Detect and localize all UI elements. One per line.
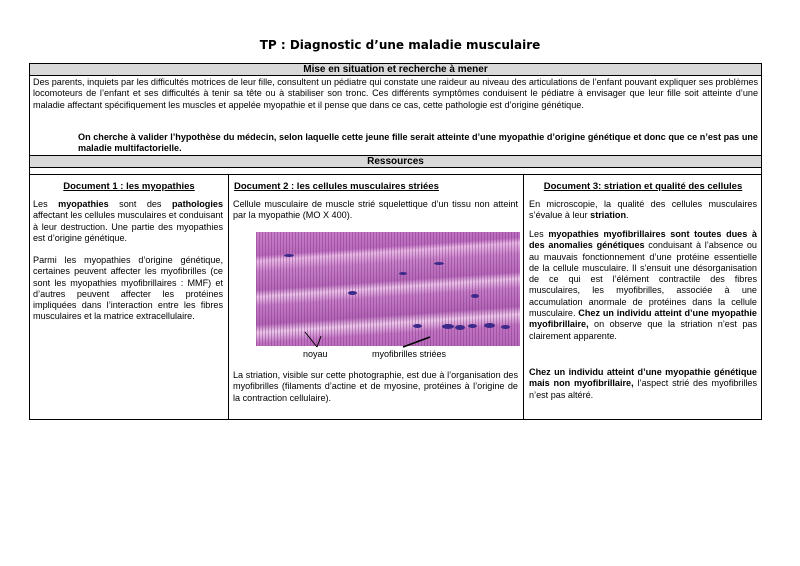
doc1-paragraph-2: Parmi les myopathies d’origine génétique, certaines peuvent affecter les myofibrilles (ce sont les myopathies myofibrillaires : MMF) et d’autres peuvent affecter les protéines impliquées dans l’interaction entre les fibres musculaires et la matrice extracellulaire. [33,255,223,322]
doc2-paragraph-2: La striation, visible sur cette photographie, est due à l’organisation des myofibrilles (filaments d’actine et de myosine, protéines à l’origine de la contraction cellulaire). [233,370,518,403]
label-myofibrilles: myofibrilles striées [372,349,447,359]
section-header-ressources: Ressources [29,155,762,168]
situation-intro: Des parents, inquiets par les difficultés motrices de leur fille, consultent un pédiatre qui constate une raideur au niveau des articulations de l’enfant pouvant expliquer ses problèmes locomoteurs de l’enfant et ses difficultés à tenir sa tête ou à stabiliser son tronc. Ces différents symptômes conduisent le pédiatre à envisager que leur fille soit atteinte d’une maladie affectant spécifiquement les muscles et appelée myopathie et il pense que dans ce cas, cette pathologie est d’origine génétique. [33,77,758,110]
page-title: TP : Diagnostic d’une maladie musculaire [259,38,541,52]
label-noyau: noyau [303,349,328,359]
research-question: On cherche à valider l’hypothèse du médecin, selon laquelle cette jeune fille serait atteinte d’une myopathie d’origine génétique et donc que ce n’est pas une maladie multifactorielle. [78,132,758,154]
doc3-title: Document 3: striation et qualité des cellules [543,181,743,192]
section-header-situation: Mise en situation et recherche à mener [29,63,762,76]
doc2-title: Document 2 : les cellules musculaires striées [234,181,439,192]
doc3-paragraph-1: En microscopie, la qualité des cellules musculaires s’évalue à leur striation. [529,199,757,221]
doc3-paragraph-2: Les myopathies myofibrillaires sont toutes dues à des anomalies génétiques conduisant à l’absence ou au mauvais fonctionnement d’une protéine essentielle de la cellule musculaire. Il s’ensuit une désorganisation de ce qui est l’élément contractile des fibres musculaires, les myofibrilles, associée à une accumulation anormale de protéines dans la cellule musculaire. Chez un individu atteint d’une myopathie myofibrillaire, on observe que la striation n’est pas clairement apparente. [529,229,757,341]
doc2-caption: Cellule musculaire de muscle strié squelettique d’un tissu non atteint par la myopathie (MO X 400). [233,199,518,221]
doc3-paragraph-3: Chez un individu atteint d’une myopathie génétique mais non myofibrillaire, l’aspect strié des myofibrilles n’est pas altéré. [529,367,757,400]
doc1-paragraph-1: Les myopathies sont des pathologies affectant les cellules musculaires et conduisant à leur destruction. Une partie des myopathies est d’origine génétique. [33,199,223,243]
doc1-title: Document 1 : les myopathies [63,181,195,192]
